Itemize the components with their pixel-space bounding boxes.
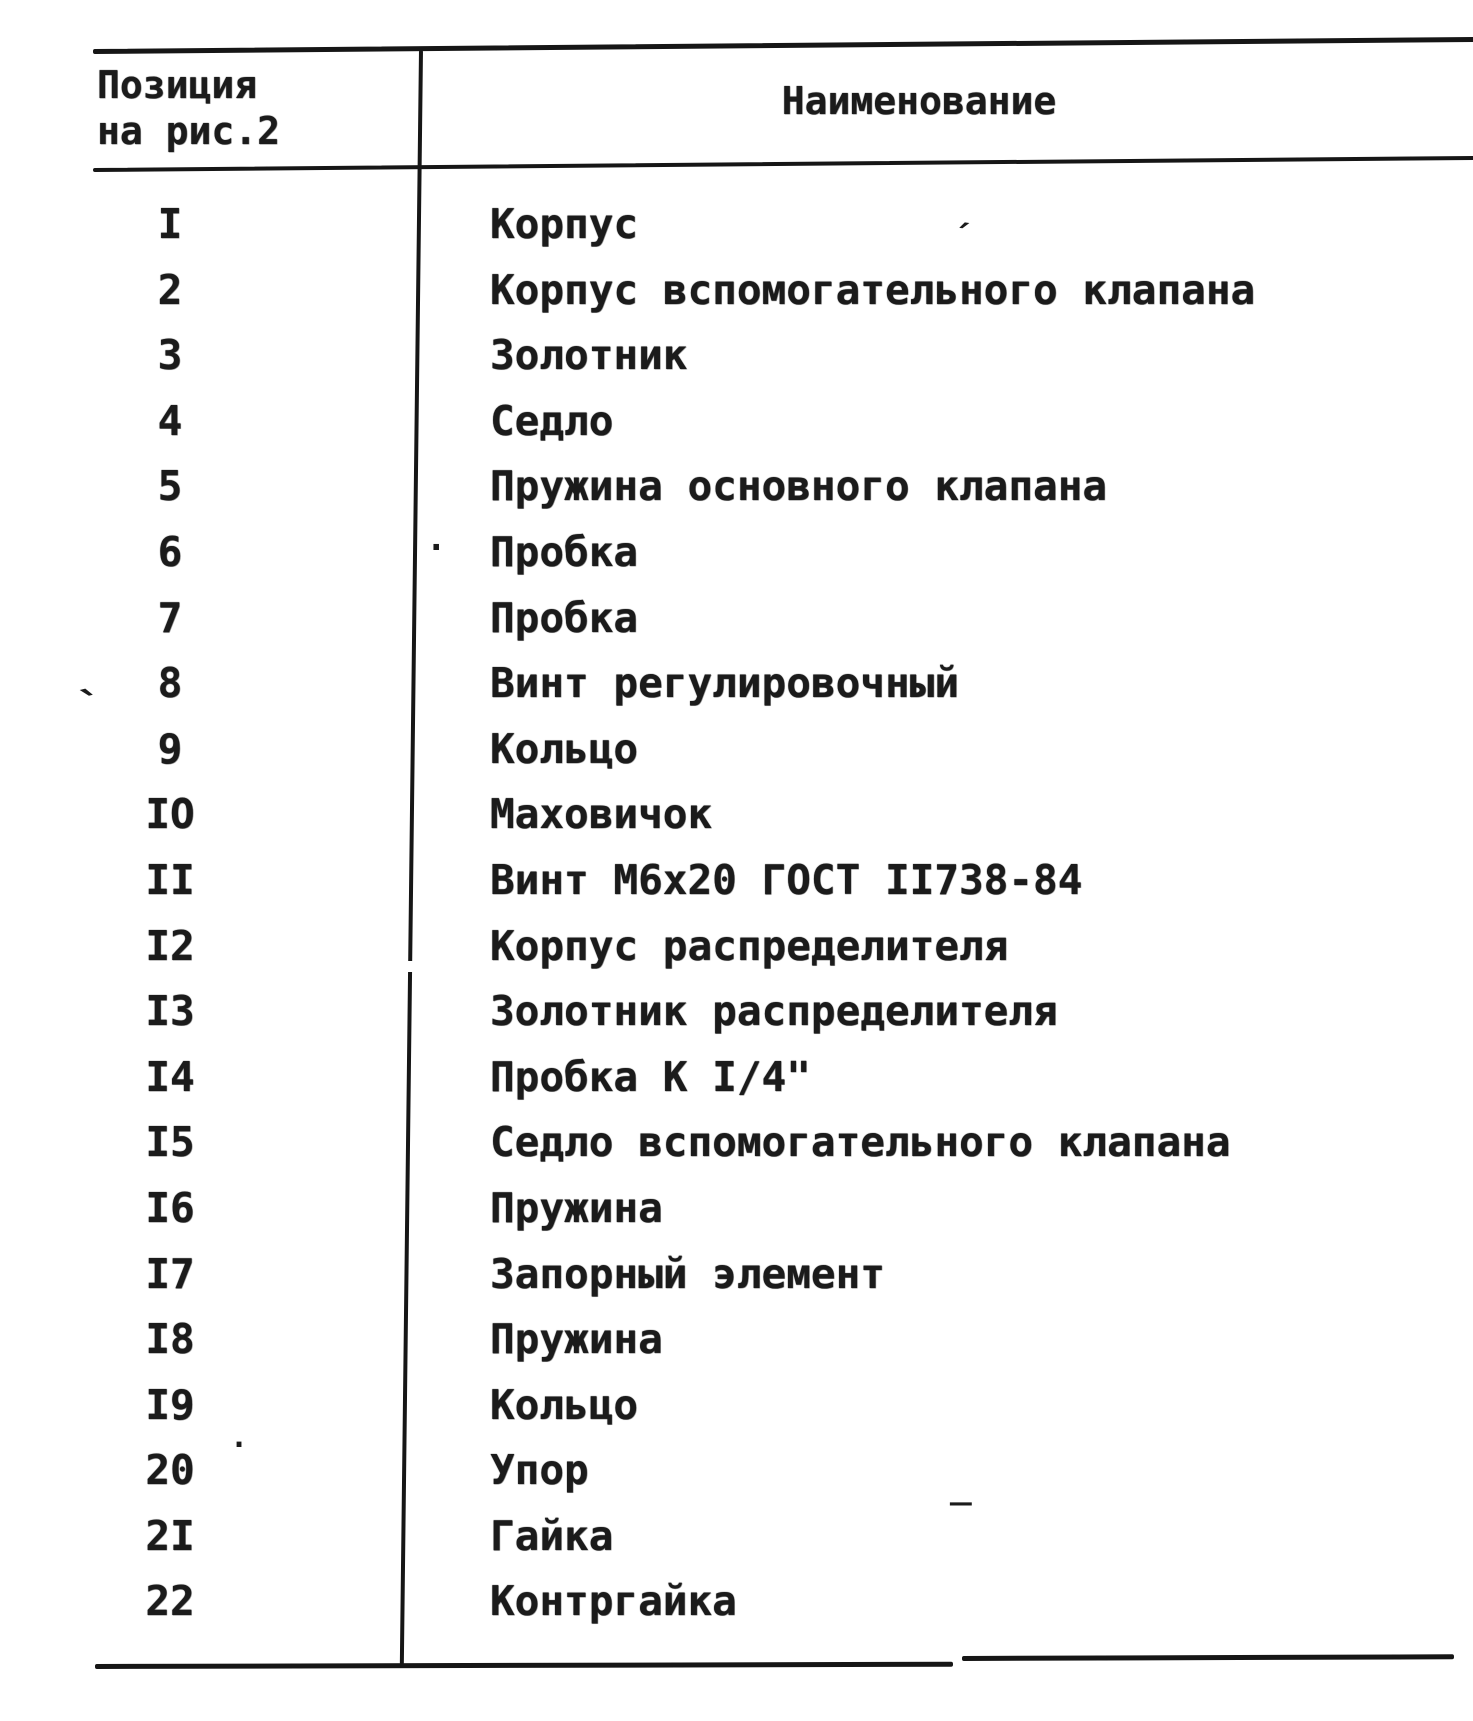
row-part-name: Корпус распределителя (490, 921, 1009, 970)
row-position-number: 8 (157, 659, 183, 708)
row-part-name: Пробка (490, 593, 639, 642)
row-part-name: Седло вспомогательного клапана (490, 1118, 1231, 1167)
table-row (95, 657, 1473, 723)
row-position-number: I8 (145, 1315, 195, 1364)
table-row (95, 1248, 1473, 1314)
table-row (95, 1510, 1473, 1576)
row-part-name: Пружина (490, 1315, 663, 1364)
scan-artifact-acute: ´ (947, 216, 974, 260)
table-row (95, 985, 1473, 1051)
table-row (95, 1051, 1473, 1117)
scan-artifact-dash: — (949, 1488, 972, 1518)
row-position-number: I6 (145, 1183, 195, 1232)
row-position-number: II (145, 855, 195, 904)
row-part-name: Золотник распределителя (490, 987, 1058, 1036)
row-part-name: Пружина основного клапана (490, 462, 1108, 511)
row-part-name: Пробка К I/4" (490, 1052, 811, 1101)
row-part-name: Корпус вспомогательного клапана (490, 265, 1256, 314)
table-row (95, 526, 1473, 592)
table-row (95, 788, 1473, 854)
row-position-number: I4 (145, 1052, 195, 1101)
table-row (95, 723, 1473, 789)
table-row (95, 1444, 1473, 1510)
scan-artifact-dot: · (426, 528, 447, 568)
row-part-name: Маховичок (490, 790, 713, 839)
table-row (95, 198, 1473, 264)
row-position-number: I3 (145, 987, 195, 1036)
table-bottom-border-right-segment (962, 1654, 1454, 1661)
name-column-header: Наименование (781, 79, 1057, 123)
table-body (95, 198, 1473, 1641)
row-part-name: Седло (490, 396, 614, 445)
table-row (95, 1116, 1473, 1182)
position-column-header-line2: на рис.2 (97, 109, 281, 153)
row-part-name: Винт М6х20 ГОСТ II738-84 (490, 855, 1083, 904)
table-header-separator (93, 156, 1473, 172)
row-part-name: Кольцо (490, 724, 639, 773)
row-position-number: 7 (157, 593, 183, 642)
table-row (95, 1575, 1473, 1641)
row-position-number: 2I (145, 1511, 195, 1560)
row-position-number: I2 (145, 921, 195, 970)
table-row (95, 1313, 1473, 1379)
row-position-number: 4 (157, 396, 183, 445)
scan-artifact-grave: ` (74, 679, 111, 734)
row-position-number: I (157, 200, 183, 248)
row-position-number: 6 (157, 527, 183, 576)
scan-artifact-dot-2: · (230, 1428, 249, 1463)
table-row (95, 395, 1473, 461)
row-part-name: Винт регулировочный (490, 659, 959, 708)
row-position-number: I9 (145, 1380, 195, 1429)
row-position-number: IO (145, 790, 195, 839)
row-position-number: 22 (145, 1577, 195, 1626)
row-part-name: Корпус (490, 200, 639, 248)
row-position-number: 2 (157, 265, 183, 314)
table-row (95, 854, 1473, 920)
table-row (95, 1182, 1473, 1248)
table-row (95, 920, 1473, 986)
table-row (95, 1379, 1473, 1445)
row-position-number: 20 (145, 1446, 195, 1495)
row-position-number: 5 (157, 462, 183, 511)
row-position-number: 3 (157, 331, 183, 380)
row-part-name: Кольцо (490, 1380, 639, 1429)
table-row (95, 264, 1473, 330)
position-column-header-line1: Позиция (97, 63, 258, 107)
row-part-name: Гайка (490, 1511, 614, 1560)
row-position-number: 9 (157, 724, 183, 773)
row-part-name: Золотник (490, 331, 688, 380)
row-part-name: Контргайка (490, 1577, 737, 1626)
table-row (95, 460, 1473, 526)
table-top-border (93, 37, 1473, 54)
row-part-name: Пружина (490, 1183, 663, 1232)
table-bottom-border-left-segment (95, 1662, 953, 1669)
row-part-name: Запорный элемент (490, 1249, 885, 1298)
table-row (95, 329, 1473, 395)
row-part-name: Упор (490, 1446, 589, 1495)
row-part-name: Пробка (490, 527, 639, 576)
row-position-number: I7 (145, 1249, 195, 1298)
row-position-number: I5 (145, 1118, 195, 1167)
table-row (95, 592, 1473, 658)
